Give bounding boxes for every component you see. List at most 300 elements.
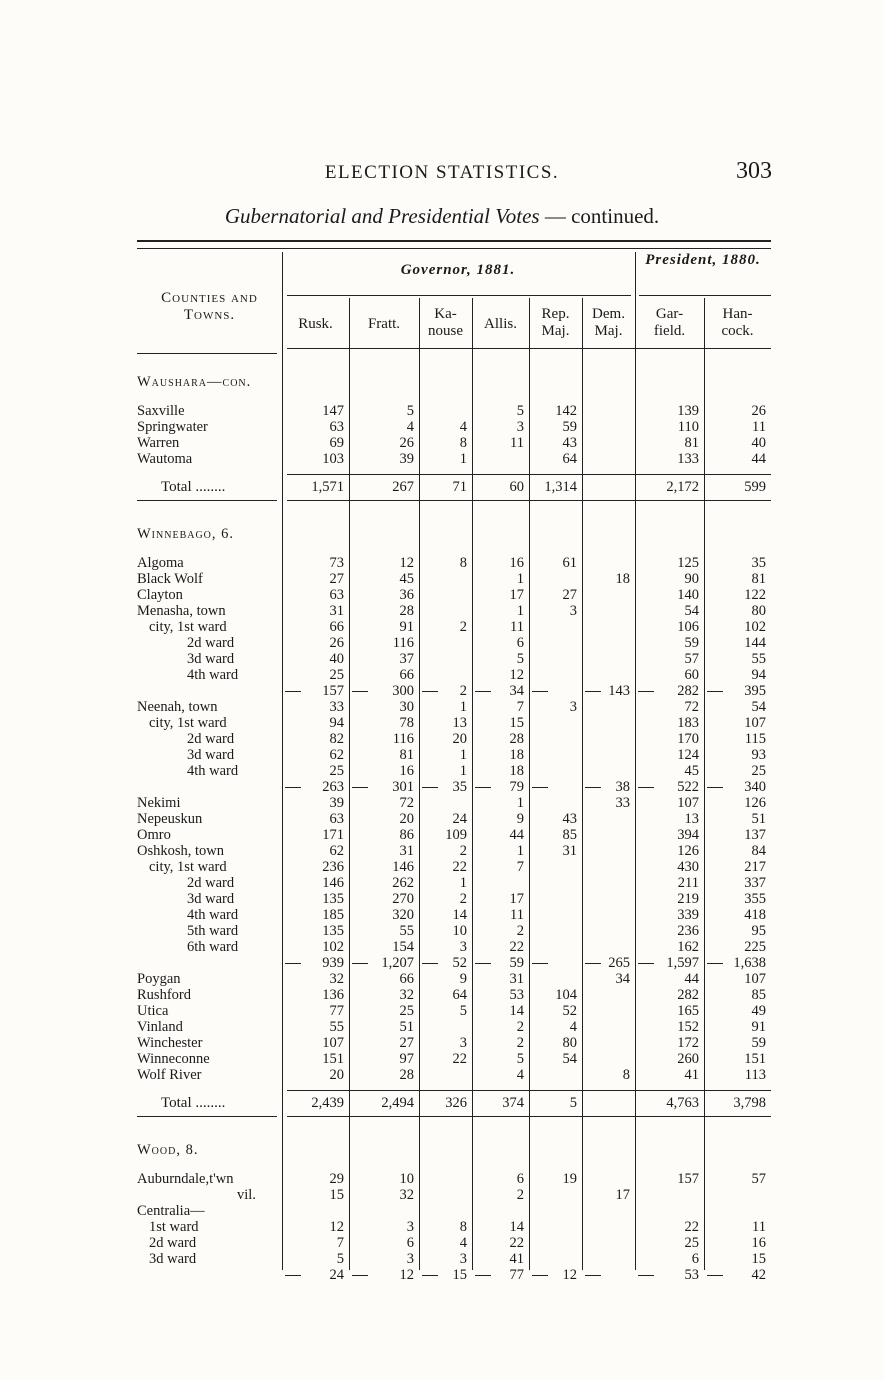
cell-rusk: 157 xyxy=(322,684,344,699)
row-label: Winchester xyxy=(137,1036,203,1051)
cell-kanouse: 8 xyxy=(459,556,467,571)
cell-rusk: 151 xyxy=(322,1052,344,1067)
cell-allis: 7 xyxy=(516,700,524,715)
cell-dem-maj xyxy=(584,604,630,619)
cell-allis: 2 xyxy=(516,924,524,939)
cell-fratt: 3 xyxy=(406,1220,414,1235)
cell-kanouse xyxy=(421,1020,467,1035)
cell-dem-maj xyxy=(584,828,630,843)
cell-garfield: 44 xyxy=(684,972,699,987)
cell-dem-maj: 265 xyxy=(608,956,630,971)
header-garfield: Gar- field. xyxy=(653,306,686,339)
cell-fratt: 66 xyxy=(399,972,414,987)
cell-garfield: 90 xyxy=(684,572,699,587)
cell-rusk: 63 xyxy=(329,420,344,435)
cell-dem-maj xyxy=(584,908,630,923)
election-table xyxy=(137,240,771,1283)
cell-allis: 34 xyxy=(509,684,524,699)
cell-allis: 22 xyxy=(509,1236,524,1251)
subtotal-dash xyxy=(422,787,438,788)
cell-allis: 18 xyxy=(509,748,524,763)
cell-garfield: 53 xyxy=(684,1268,699,1283)
subtotal-dash xyxy=(638,691,654,692)
cell-allis: 11 xyxy=(510,620,524,635)
table-row xyxy=(137,716,771,731)
row-label: Black Wolf xyxy=(137,572,203,587)
cell-kanouse: 10 xyxy=(452,924,467,939)
cell-rep-maj xyxy=(531,1068,577,1083)
cell-garfield: 22 xyxy=(684,1220,699,1235)
cell-fratt: 72 xyxy=(399,796,414,811)
running-head xyxy=(0,158,884,188)
cell-garfield: 6 xyxy=(691,1252,699,1267)
cell-rusk: 62 xyxy=(329,844,344,859)
cell-dem-maj xyxy=(584,636,630,651)
total-label: Total ........ xyxy=(161,479,226,495)
row-label: Utica xyxy=(137,1004,169,1019)
subtotal-dash xyxy=(475,1275,491,1276)
cell-dem-maj xyxy=(584,860,630,875)
cell-garfield: 110 xyxy=(677,420,699,435)
cell-dem-maj xyxy=(584,588,630,603)
header-allis: Allis. xyxy=(484,316,517,332)
cell-rusk: 40 xyxy=(329,652,344,667)
cell-rusk: 185 xyxy=(322,908,344,923)
cell-dem-maj xyxy=(584,748,630,763)
cell-rep-maj xyxy=(531,572,577,587)
cell-dem-maj xyxy=(584,844,630,859)
table-row xyxy=(137,1020,771,1035)
cell-kanouse: 1 xyxy=(459,700,467,715)
cell-fratt: 55 xyxy=(399,924,414,939)
cell-kanouse xyxy=(421,636,467,651)
table-row xyxy=(137,1004,771,1019)
table-top-rule xyxy=(137,240,771,242)
cell-allis: 53 xyxy=(509,988,524,1003)
cell-hancock: 225 xyxy=(744,940,766,955)
cell-garfield: 183 xyxy=(677,716,699,731)
table-row xyxy=(137,1252,771,1267)
cell-rusk: 82 xyxy=(329,732,344,747)
cell-dem-maj xyxy=(584,404,630,419)
subtotal-row xyxy=(137,956,771,971)
cell-hancock: 94 xyxy=(751,668,766,683)
cell-dem-maj: 33 xyxy=(615,796,630,811)
cell-rusk: 171 xyxy=(322,828,344,843)
cell-rusk: 147 xyxy=(322,404,344,419)
president-group-rule xyxy=(639,295,771,296)
cell-fratt: 5 xyxy=(406,404,414,419)
table-row xyxy=(137,1036,771,1051)
cell-kanouse: 24 xyxy=(452,812,467,827)
cell-fratt: 154 xyxy=(392,940,414,955)
cell-fratt: 27 xyxy=(399,1036,414,1051)
cell-rusk: 103 xyxy=(322,452,344,467)
cell-hancock: 107 xyxy=(744,972,766,987)
subtotal-dash xyxy=(707,963,723,964)
cell-fratt: 20 xyxy=(399,812,414,827)
cell-kanouse: 52 xyxy=(452,956,467,971)
cell-fratt: 146 xyxy=(392,860,414,875)
cell-kanouse xyxy=(421,1204,467,1219)
cell-fratt: 28 xyxy=(399,1068,414,1083)
cell-kanouse: 8 xyxy=(459,1220,467,1235)
cell-rep-maj xyxy=(531,940,577,955)
cell-hancock: 16 xyxy=(751,1236,766,1251)
cell-dem-maj: 143 xyxy=(608,684,630,699)
row-label: 4th ward xyxy=(187,668,239,683)
row-label: Oshkosh, town xyxy=(137,844,225,859)
header-dem-maj: Dem. Maj. xyxy=(592,306,625,339)
cell-garfield: 522 xyxy=(677,780,699,795)
cell-rep-maj: 3 xyxy=(569,700,577,715)
cell-kanouse xyxy=(421,404,467,419)
header-governor-1881: Governor, 1881. xyxy=(400,262,516,278)
subtitle-italic: Gubernatorial and Presidential Votes xyxy=(224,204,540,228)
table-row xyxy=(137,420,771,435)
row-label: city, 1st ward xyxy=(149,716,227,731)
header-counties-towns: Counties and Towns. xyxy=(161,290,258,323)
cell-allis: 79 xyxy=(509,780,524,795)
cell-allis: 1 xyxy=(516,796,524,811)
header-hancock: Han- cock. xyxy=(721,306,754,339)
cell-dem-maj xyxy=(584,1204,630,1219)
table-row xyxy=(137,604,771,619)
cell-kanouse xyxy=(421,1188,467,1203)
cell-rusk: 15 xyxy=(329,1188,344,1203)
subtotal-dash xyxy=(285,1275,301,1276)
cell-allis: 1 xyxy=(516,572,524,587)
subtotal-dash xyxy=(422,963,438,964)
cell-hancock: 1,638 xyxy=(733,956,766,971)
cell-hancock: 55 xyxy=(751,652,766,667)
cell-rusk: 27 xyxy=(329,572,344,587)
cell-garfield: 162 xyxy=(677,940,699,955)
cell-rep-maj xyxy=(531,1204,577,1219)
cell-fratt: 1,207 xyxy=(381,956,414,971)
cell-hancock: 44 xyxy=(751,452,766,467)
row-label: 6th ward xyxy=(187,940,239,955)
cell-kanouse: 1 xyxy=(459,452,467,467)
row-label: Omro xyxy=(137,828,171,843)
cell-rep-maj xyxy=(531,652,577,667)
cell-rusk: 136 xyxy=(322,988,344,1003)
cell-allis: 17 xyxy=(509,588,524,603)
cell-fratt: 32 xyxy=(399,988,414,1003)
cell-hancock xyxy=(706,1188,766,1203)
column-rule xyxy=(419,298,420,1270)
row-label: 1st ward xyxy=(149,1220,199,1235)
cell-dem-maj xyxy=(584,668,630,683)
subtotal-row xyxy=(137,1268,771,1283)
cell-kanouse: 109 xyxy=(445,828,467,843)
cell-rep-maj xyxy=(531,1188,577,1203)
cell-allis xyxy=(474,452,524,467)
row-label xyxy=(137,1268,282,1283)
cell-fratt: 10 xyxy=(399,1172,414,1187)
cell-kanouse: 20 xyxy=(452,732,467,747)
cell-fratt xyxy=(351,1204,414,1219)
cell-allis: 12 xyxy=(509,668,524,683)
cell-dem-maj xyxy=(584,988,630,1003)
cell-rusk: 73 xyxy=(329,556,344,571)
cell-dem-maj xyxy=(584,700,630,715)
cell-allis: 5 xyxy=(516,652,524,667)
row-label xyxy=(137,780,282,795)
cell-kanouse: 1 xyxy=(459,876,467,891)
table-row xyxy=(137,1220,771,1235)
cell-fratt: 25 xyxy=(399,1004,414,1019)
cell-fratt: 32 xyxy=(399,1188,414,1203)
row-label: 3d ward xyxy=(187,748,235,763)
cell-rusk: 63 xyxy=(329,588,344,603)
cell-allis: 15 xyxy=(509,716,524,731)
cell-rusk: 7 xyxy=(336,1236,344,1251)
cell-rep-maj xyxy=(531,636,577,651)
cell-rusk: 26 xyxy=(329,636,344,651)
cell-garfield: 211 xyxy=(677,876,699,891)
cell-rep-maj: 3 xyxy=(569,604,577,619)
cell-hancock: 91 xyxy=(751,1020,766,1035)
subtotal-dash xyxy=(285,787,301,788)
cell-dem-maj xyxy=(584,1236,630,1251)
cell-rep-maj xyxy=(531,908,577,923)
table-row xyxy=(137,1188,771,1203)
section-heading: Wood, 8. xyxy=(137,1142,199,1158)
cell-dem-maj xyxy=(584,420,630,435)
cell-hancock: 113 xyxy=(744,1068,766,1083)
subtotal-dash xyxy=(352,691,368,692)
cell-kanouse xyxy=(421,796,467,811)
cell-rusk: 146 xyxy=(322,876,344,891)
table-row xyxy=(137,908,771,923)
cell-rusk: 55 xyxy=(329,1020,344,1035)
governor-group-rule xyxy=(287,295,631,296)
cell-rusk: 939 xyxy=(322,956,344,971)
cell-fratt: 26 xyxy=(399,436,414,451)
cell-allis: 2 xyxy=(516,1020,524,1035)
cell-garfield: 59 xyxy=(684,636,699,651)
cell-garfield: 430 xyxy=(677,860,699,875)
cell-dem-maj xyxy=(584,652,630,667)
cell-rep-maj xyxy=(531,972,577,987)
cell-allis: 28 xyxy=(509,732,524,747)
table-row xyxy=(137,812,771,827)
cell-garfield: 81 xyxy=(684,436,699,451)
subtotal-dash xyxy=(352,1275,368,1276)
subtotal-dash xyxy=(585,691,601,692)
cell-hancock: 84 xyxy=(751,844,766,859)
row-label: 3d ward xyxy=(149,1252,197,1267)
cell-kanouse: 22 xyxy=(452,1052,467,1067)
subtotal-dash xyxy=(585,963,601,964)
cell-rusk xyxy=(284,1204,344,1219)
cell-dem-maj xyxy=(584,480,630,495)
column-rule xyxy=(349,298,350,1270)
row-label: 2d ward xyxy=(187,732,235,747)
cell-fratt: 4 xyxy=(406,420,414,435)
cell-hancock: 40 xyxy=(751,436,766,451)
row-label: Poygan xyxy=(137,972,181,987)
cell-dem-maj xyxy=(584,452,630,467)
cell-kanouse xyxy=(421,572,467,587)
cell-allis xyxy=(474,1204,524,1219)
cell-garfield: 140 xyxy=(677,588,699,603)
cell-garfield: 126 xyxy=(677,844,699,859)
table-row xyxy=(137,860,771,875)
cell-fratt: 78 xyxy=(399,716,414,731)
cell-dem-maj xyxy=(584,556,630,571)
cell-rusk: 62 xyxy=(329,748,344,763)
subtotal-dash xyxy=(285,691,301,692)
cell-rep-maj xyxy=(531,1220,577,1235)
cell-hancock: 144 xyxy=(744,636,766,651)
cell-hancock: 115 xyxy=(744,732,766,747)
section-heading: Winnebago, 6. xyxy=(137,526,235,542)
table-row xyxy=(137,748,771,763)
column-rule xyxy=(472,298,473,1270)
cell-fratt: 300 xyxy=(392,684,414,699)
cell-garfield xyxy=(637,1204,699,1219)
cell-rep-maj: 12 xyxy=(562,1268,577,1283)
row-label: vil. xyxy=(237,1188,256,1203)
cell-allis: 2 xyxy=(516,1036,524,1051)
header-bottom-rule xyxy=(287,348,771,349)
cell-allis: 5 xyxy=(516,404,524,419)
header-rusk: Rusk. xyxy=(298,316,333,332)
cell-rusk: 5 xyxy=(336,1252,344,1267)
subtotal-dash xyxy=(638,1275,654,1276)
row-label: Neenah, town xyxy=(137,700,218,715)
cell-kanouse: 3 xyxy=(459,940,467,955)
cell-rusk: 31 xyxy=(329,604,344,619)
table-row xyxy=(137,796,771,811)
cell-allis: 4 xyxy=(516,1068,524,1083)
cell-fratt: 81 xyxy=(399,748,414,763)
subtotal-dash xyxy=(585,787,601,788)
total-label: Total ........ xyxy=(161,1095,226,1111)
cell-allis: 1 xyxy=(516,604,524,619)
table-row xyxy=(137,1052,771,1067)
cell-hancock: 217 xyxy=(744,860,766,875)
cell-garfield: 106 xyxy=(677,620,699,635)
cell-dem-maj xyxy=(584,940,630,955)
cell-kanouse: 64 xyxy=(452,988,467,1003)
cell-kanouse xyxy=(421,1068,467,1083)
cell-garfield: 139 xyxy=(677,404,699,419)
cell-hancock: 151 xyxy=(744,1052,766,1067)
cell-dem-maj xyxy=(584,716,630,731)
cell-garfield: 133 xyxy=(677,452,699,467)
cell-allis: 18 xyxy=(509,764,524,779)
cell-garfield: 172 xyxy=(677,1036,699,1051)
cell-allis: 59 xyxy=(509,956,524,971)
cell-hancock: 49 xyxy=(751,1004,766,1019)
cell-hancock xyxy=(706,1204,766,1219)
cell-allis: 41 xyxy=(509,1252,524,1267)
table-row xyxy=(137,988,771,1003)
cell-garfield: 45 xyxy=(684,764,699,779)
cell-rep-maj xyxy=(531,716,577,731)
cell-hancock: 80 xyxy=(751,604,766,619)
column-rule xyxy=(704,298,705,1270)
table-row xyxy=(137,620,771,635)
cell-rep-maj: 64 xyxy=(562,452,577,467)
cell-allis: 16 xyxy=(509,556,524,571)
cell-garfield: 4,763 xyxy=(666,1096,699,1111)
cell-kanouse: 2 xyxy=(459,844,467,859)
cell-rep-maj: 54 xyxy=(562,1052,577,1067)
row-label: Centralia— xyxy=(137,1204,205,1219)
table-row xyxy=(137,828,771,843)
cell-rusk: 24 xyxy=(329,1268,344,1283)
cell-garfield: 41 xyxy=(684,1068,699,1083)
subtotal-dash xyxy=(352,963,368,964)
header-kanouse: Ka- nouse xyxy=(428,306,463,339)
cell-rep-maj xyxy=(531,796,577,811)
cell-hancock: 137 xyxy=(744,828,766,843)
cell-garfield: 282 xyxy=(677,988,699,1003)
cell-dem-maj: 18 xyxy=(615,572,630,587)
cell-allis: 9 xyxy=(516,812,524,827)
cell-allis: 44 xyxy=(509,828,524,843)
cell-dem-maj: 34 xyxy=(615,972,630,987)
cell-rusk: 94 xyxy=(329,716,344,731)
subtotal-row xyxy=(137,684,771,699)
cell-rep-maj: 43 xyxy=(562,436,577,451)
cell-allis: 7 xyxy=(516,860,524,875)
cell-dem-maj xyxy=(584,1036,630,1051)
cell-fratt: 116 xyxy=(392,636,414,651)
row-label: 2d ward xyxy=(187,876,235,891)
subtotal-dash xyxy=(532,787,548,788)
cell-kanouse: 4 xyxy=(459,420,467,435)
cell-allis: 31 xyxy=(509,972,524,987)
cell-hancock: 11 xyxy=(752,1220,766,1235)
table-row xyxy=(137,876,771,891)
cell-rusk: 39 xyxy=(329,796,344,811)
cell-rusk: 263 xyxy=(322,780,344,795)
row-label: Nekimi xyxy=(137,796,181,811)
cell-rusk: 25 xyxy=(329,668,344,683)
cell-fratt: 3 xyxy=(406,1252,414,1267)
cell-kanouse: 2 xyxy=(459,620,467,635)
cell-fratt: 91 xyxy=(399,620,414,635)
row-label: Springwater xyxy=(137,420,208,435)
table-row xyxy=(137,652,771,667)
cell-dem-maj xyxy=(584,1220,630,1235)
subtotal-dash xyxy=(352,787,368,788)
table-row xyxy=(137,452,771,467)
cell-fratt: 86 xyxy=(399,828,414,843)
cell-hancock: 126 xyxy=(744,796,766,811)
cell-dem-maj xyxy=(584,1172,630,1187)
row-label: Winneconne xyxy=(137,1052,210,1067)
table-row xyxy=(137,924,771,939)
table-row xyxy=(137,892,771,907)
cell-fratt: 12 xyxy=(399,1268,414,1283)
table-row xyxy=(137,732,771,747)
cell-allis: 11 xyxy=(510,908,524,923)
cell-rusk: 20 xyxy=(329,1068,344,1083)
cell-rep-maj xyxy=(531,620,577,635)
subtotal-dash xyxy=(585,1275,601,1276)
cell-kanouse: 13 xyxy=(452,716,467,731)
row-label: Nepeuskun xyxy=(137,812,203,827)
cell-fratt: 270 xyxy=(392,892,414,907)
cell-rep-maj: 1,314 xyxy=(544,480,577,495)
cell-kanouse: 71 xyxy=(452,480,467,495)
